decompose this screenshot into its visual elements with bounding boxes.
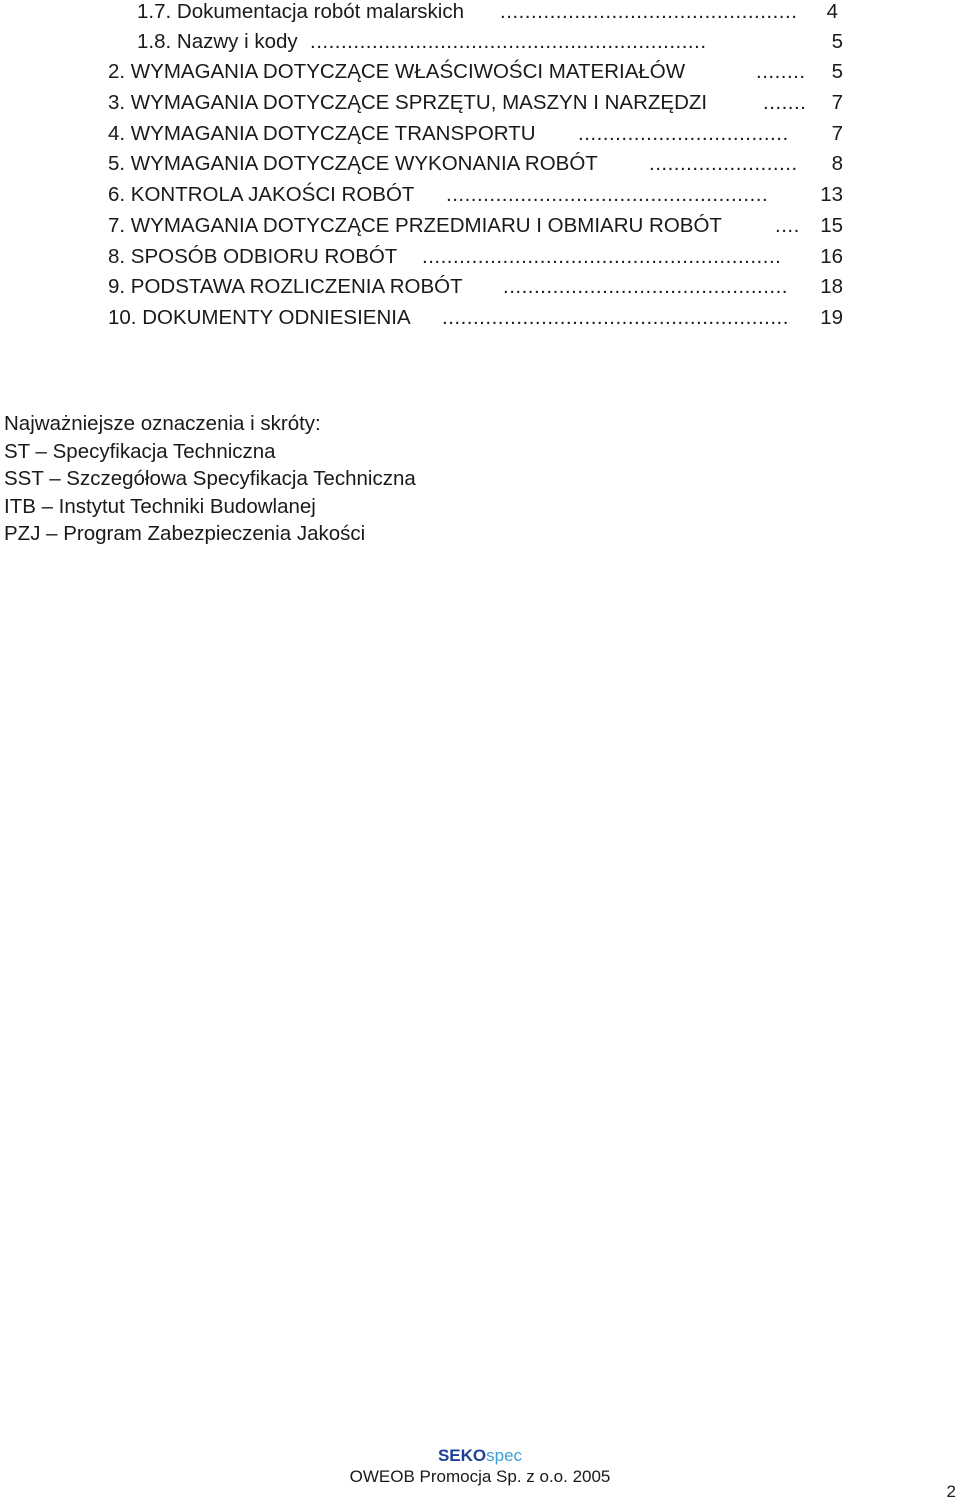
- toc-entry-dots: ....................................................: [446, 183, 769, 206]
- toc-entry-label: 10. DOKUMENTY ODNIESIENIA: [108, 306, 411, 329]
- abbreviations-heading: Najważniejsze oznaczenia i skróty:: [4, 412, 321, 435]
- toc-entry: [137, 0, 838, 27]
- abbreviation-item: ST – Specyfikacja Techniczna: [4, 439, 276, 463]
- toc-entry-label: 1.8. Nazwy i kody: [137, 30, 298, 53]
- toc-entry: [108, 242, 843, 272]
- toc-entry-label: 5. WYMAGANIA DOTYCZĄCE WYKONANIA ROBÓT: [108, 152, 598, 175]
- abbreviation-item: ITB – Instytut Techniki Budowlanej: [4, 494, 316, 518]
- page-number: 2: [946, 1482, 956, 1501]
- sekospec-logo: [0, 1445, 960, 1467]
- toc-entry-page: 5: [831, 60, 843, 83]
- toc-entry-dots: ........................................................: [442, 306, 789, 329]
- toc-entry-page: 16: [820, 245, 843, 268]
- toc-entry: [108, 211, 843, 241]
- logo-part-seko: SEKO: [437, 1446, 487, 1465]
- toc-entry-page: 13: [820, 183, 843, 206]
- toc-entry-label: 7. WYMAGANIA DOTYCZĄCE PRZEDMIARU I OBMIARU ROBÓT: [108, 214, 722, 237]
- toc-entry-dots: ................................................: [500, 0, 798, 23]
- toc-entry-dots: ..................................: [578, 122, 789, 145]
- abbreviation-item: SST – Szczegółowa Specyfikacja Techniczna: [4, 467, 416, 490]
- logo-part-spec: spec: [486, 1446, 523, 1465]
- toc-entry: [108, 303, 843, 333]
- toc-entry: [137, 27, 843, 57]
- footer-company: OWEOB Promocja Sp. z o.o. 2005: [349, 1467, 611, 1486]
- toc-entry-label: 1.7. Dokumentacja robót malarskich: [137, 0, 465, 23]
- toc-entry-dots: .......: [763, 91, 807, 114]
- toc-entry-label: 8. SPOSÓB ODBIORU ROBÓT: [108, 245, 398, 268]
- toc-entry-dots: ..............................................: [503, 275, 788, 298]
- toc-entry: [108, 149, 843, 179]
- toc-entry-dots: ........................: [649, 152, 798, 175]
- toc-entry-page: 18: [820, 275, 843, 298]
- toc-entry: [108, 88, 843, 118]
- toc-entry-page: 4: [826, 0, 838, 23]
- toc-entry-page: 8: [831, 152, 843, 175]
- toc-entry-page: 7: [831, 122, 843, 145]
- toc-entry-page: 15: [820, 214, 843, 237]
- toc-entry: [108, 57, 843, 87]
- toc-entry-label: 9. PODSTAWA ROZLICZENIA ROBÓT: [108, 275, 463, 298]
- toc-entry-label: 4. WYMAGANIA DOTYCZĄCE TRANSPORTU: [108, 122, 536, 145]
- abbreviation-item: PZJ – Program Zabezpieczenia Jakości: [4, 522, 366, 545]
- toc-entry-dots: ..........................................................: [422, 245, 782, 268]
- abbreviations-section: [4, 410, 416, 548]
- toc-entry-dots: ....: [775, 214, 800, 237]
- toc-entry-page: 19: [820, 306, 843, 329]
- toc-entry-page: 5: [831, 30, 843, 53]
- toc-entry-dots: ........: [756, 60, 806, 83]
- toc-entry: [108, 272, 843, 302]
- toc-entry-label: 3. WYMAGANIA DOTYCZĄCE SPRZĘTU, MASZYN I NARZĘDZI: [108, 91, 708, 114]
- toc-entry: [108, 119, 843, 149]
- toc-entry-dots: ................................................................: [310, 30, 707, 53]
- toc-entry-label: 6. KONTROLA JAKOŚCI ROBÓT: [108, 183, 415, 206]
- toc-entry: [108, 180, 843, 210]
- toc-entry-label: 2. WYMAGANIA DOTYCZĄCE WŁAŚCIWOŚCI MATERIAŁÓW: [108, 60, 686, 83]
- toc-entry-page: 7: [831, 91, 843, 114]
